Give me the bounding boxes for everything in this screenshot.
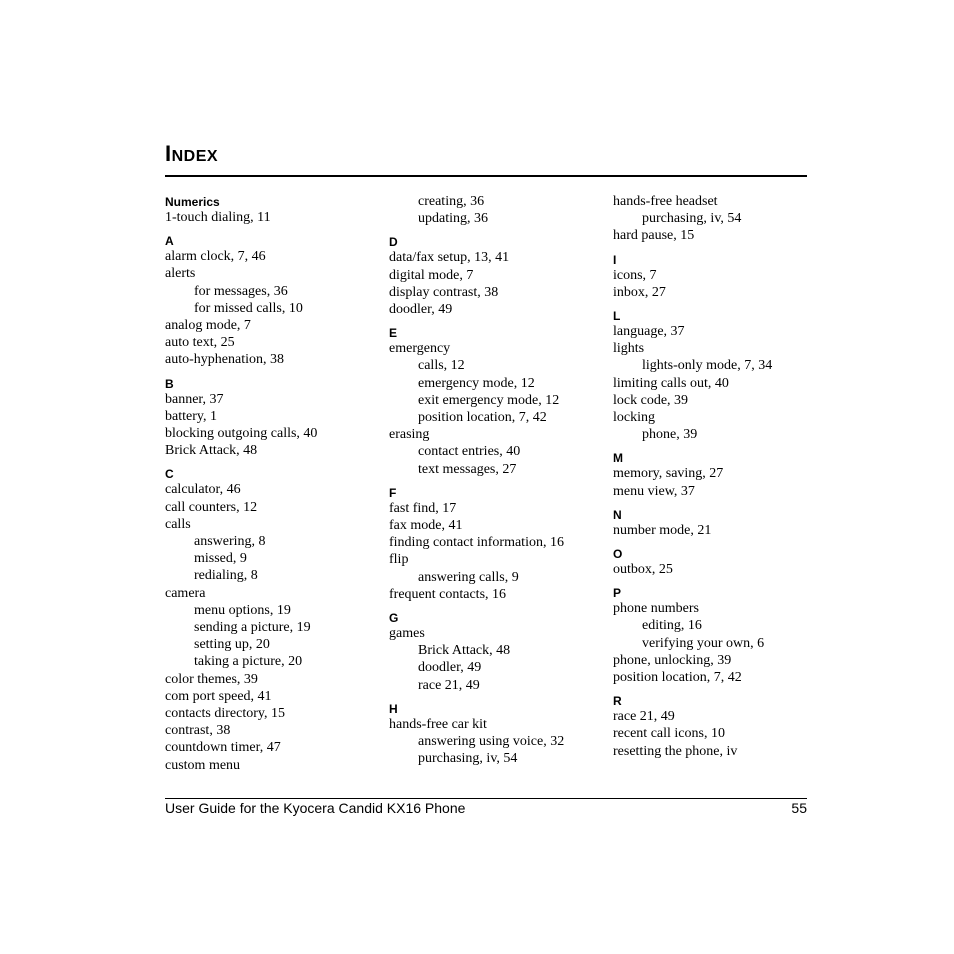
index-entry: number mode, 21 (613, 522, 712, 538)
footer-rule (165, 798, 807, 799)
index-entry: lock code, 39 (613, 392, 689, 408)
index-subentry: creating, 36 (418, 194, 485, 209)
index-subentry: answering using voice, 32 (418, 734, 565, 750)
index-column-2 (389, 193, 609, 767)
index-subentry: editing, 16 (642, 618, 702, 634)
index-entry: outbox, 25 (613, 562, 673, 578)
page-title-initial: I (165, 141, 172, 166)
index-entry: display contrast, 38 (389, 284, 499, 300)
index-entry: position location, 7, 42 (613, 670, 742, 686)
index-entry: com port speed, 41 (165, 688, 272, 704)
index-section-letter: I (613, 252, 617, 267)
index-entry: custom menu (165, 757, 241, 773)
index-subentry: setting up, 20 (194, 637, 270, 653)
index-entry: countdown timer, 47 (165, 740, 281, 756)
index-subentry: for missed calls, 10 (194, 300, 303, 316)
index-entry: call counters, 12 (165, 499, 258, 515)
index-subentry: missed, 9 (194, 551, 247, 567)
index-entry: auto-hyphenation, 38 (165, 352, 284, 368)
index-entry: Brick Attack, 48 (165, 443, 258, 459)
index-subentry: answering calls, 9 (418, 569, 519, 585)
index-section-letter: D (389, 235, 398, 250)
index-entry: calculator, 46 (165, 482, 241, 498)
index-subentry: verifying your own, 6 (642, 635, 765, 651)
title-rule (165, 175, 807, 177)
index-section-letter: N (613, 507, 622, 522)
page-title (165, 140, 218, 171)
index-subentry: purchasing, iv, 54 (418, 751, 518, 767)
index-subentry: lights-only mode, 7, 34 (642, 358, 773, 374)
index-entry: flip (389, 552, 409, 568)
index-entry: blocking outgoing calls, 40 (165, 426, 318, 442)
index-subentry: contact entries, 40 (418, 444, 521, 460)
index-entry: language, 37 (613, 324, 685, 340)
index-subentry: phone, 39 (642, 427, 698, 443)
index-section-letter: P (613, 586, 622, 601)
index-entry: contacts directory, 15 (165, 706, 285, 722)
index-entry: calls (165, 516, 191, 532)
index-entry: icons, 7 (613, 267, 657, 283)
index-entry: inbox, 27 (613, 284, 666, 300)
index-entry: fast find, 17 (389, 500, 457, 516)
index-entry: frequent contacts, 16 (389, 586, 507, 602)
index-entry: banner, 37 (165, 391, 224, 407)
index-entry: limiting calls out, 40 (613, 375, 729, 391)
footer-guide-title: User Guide for the Kyocera Candid KX16 Phone (165, 800, 466, 816)
index-entry: alerts (165, 266, 196, 282)
index-subentry: taking a picture, 20 (194, 654, 303, 670)
index-subentry: doodler, 49 (418, 660, 482, 676)
index-section-letter: A (165, 234, 174, 249)
index-entry: finding contact information, 16 (389, 535, 564, 551)
index-entry: hands-free car kit (389, 716, 487, 732)
index-entry: resetting the phone, iv (613, 743, 738, 759)
index-entry: battery, 1 (165, 408, 217, 424)
index-entry: analog mode, 7 (165, 318, 251, 334)
index-entry: erasing (389, 427, 430, 443)
index-subentry: menu options, 19 (194, 602, 291, 618)
page-title-rest: NDEX (171, 148, 219, 165)
index-subentry: text messages, 27 (418, 461, 517, 477)
index-entry: games (389, 626, 425, 642)
index-subentry: Brick Attack, 48 (418, 643, 511, 659)
index-entry: digital mode, 7 (389, 267, 474, 283)
index-entry: auto text, 25 (165, 335, 235, 351)
index-subentry: purchasing, iv, 54 (642, 211, 742, 227)
index-section-letter: C (165, 467, 174, 482)
index-entry: contrast, 38 (165, 723, 231, 739)
index-subentry: race 21, 49 (418, 677, 480, 693)
index-column-3 (613, 193, 833, 760)
index-section-letter: B (165, 376, 174, 391)
index-entry: emergency (389, 341, 451, 357)
index-entry: race 21, 49 (613, 709, 675, 725)
index-section-letter: G (389, 611, 399, 626)
index-entry: memory, saving, 27 (613, 466, 724, 482)
index-entry: hands-free headset (613, 194, 718, 209)
index-entry: camera (165, 585, 206, 601)
index-entry: hard pause, 15 (613, 228, 695, 244)
index-subentry: emergency mode, 12 (418, 375, 535, 391)
index-entry: locking (613, 410, 655, 426)
index-section-letter: O (613, 547, 623, 562)
index-section-letter: M (613, 451, 623, 466)
index-entry: fax mode, 41 (389, 518, 463, 534)
index-entry: phone, unlocking, 39 (613, 652, 732, 668)
index-section-letter: F (389, 485, 397, 500)
index-entry: menu view, 37 (613, 483, 695, 499)
index-subentry: sending a picture, 19 (194, 620, 311, 636)
index-entry: data/fax setup, 13, 41 (389, 250, 510, 266)
index-entry: lights (613, 341, 645, 357)
index-section-letter: L (613, 309, 621, 324)
index-entry: alarm clock, 7, 46 (165, 249, 266, 265)
index-entry: phone numbers (613, 601, 699, 617)
index-section-letter: Numerics (165, 195, 220, 209)
index-subentry: updating, 36 (418, 211, 488, 227)
index-subentry: exit emergency mode, 12 (418, 392, 560, 408)
index-subentry: answering, 8 (194, 534, 266, 550)
index-subentry: for messages, 36 (194, 283, 288, 299)
index-entry: 1-touch dialing, 11 (165, 210, 271, 225)
index-entry: doodler, 49 (389, 302, 453, 318)
index-subentry: redialing, 8 (194, 568, 258, 584)
index-section-letter: R (613, 694, 622, 709)
index-section-letter: H (389, 701, 398, 716)
page-number: 55 (791, 800, 807, 816)
index-subentry: calls, 12 (418, 358, 465, 374)
index-section-letter: E (389, 326, 398, 341)
index-entry: recent call icons, 10 (613, 726, 725, 742)
index-column-1 (165, 193, 385, 774)
index-entry: color themes, 39 (165, 671, 258, 687)
index-subentry: position location, 7, 42 (418, 410, 547, 426)
